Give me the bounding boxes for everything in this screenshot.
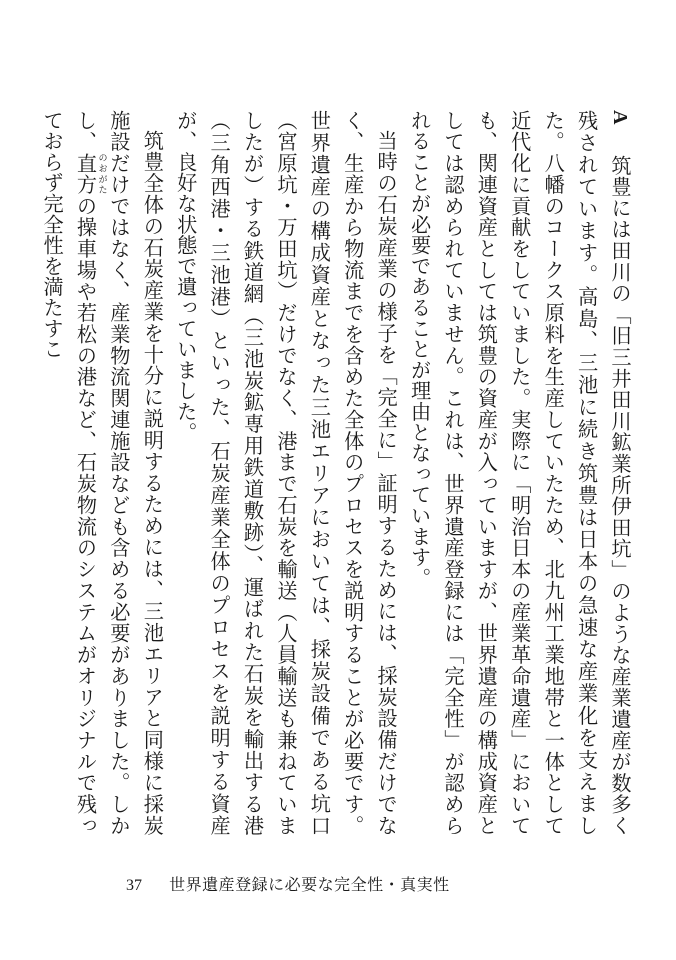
running-title: 世界遺産登録に必要な完全性・真実性 (169, 875, 450, 894)
paragraph-1 (402, 110, 636, 836)
ruby-base: 直方 (73, 152, 98, 196)
paragraph-3 (36, 110, 168, 836)
paragraph-2-text: 当時の石炭産業の様子を「完全に」証明するためには、採炭設備だけでなく、生産から物流までを含めた全体のプロセスを説明することが必要です。世界遺産の構成資産となった三池エリアにおいては、採炭設備である坑口（宮原坑・万田坑）だけでなく、港まで石炭を輸送（人員輸送も兼ねていましたが）する鉄道網（三池炭鉱専用鉄道敷跡）、運ばれた石炭を輸出する港（三角西港・三池港）といった、石炭産業全体のプロセスを説明する資産が、良好な状態で遺っていました。 (173, 110, 399, 836)
page-footer (126, 872, 450, 895)
ruby-reading: のおがた (96, 152, 107, 195)
page-number: 37 (126, 877, 142, 894)
paragraph-1-text: 筑豊には田川の「旧三井田川鉱業所伊田坑」のような産業遺産が数多く残されています。高島、三池に続き筑豊は日本の急速な産業化を支えました。八幡のコークス原料を生産していたため、北九州工業地帯と一体として近代化に貢献をしていました。実際に「明治日本の産業革命遺産」においても、関連資産としては筑豊の資産が入っていますが、世界遺産の構成資産としては認められていません。これは、世界遺産登録には「完全性」が認められることが必要であることが理由となっています。 (407, 110, 632, 836)
vertical-text-body (36, 110, 636, 836)
paragraph-2 (168, 110, 402, 836)
ruby-nogata (73, 152, 107, 196)
paragraph-3-text-b: の操車場や若松の港など、石炭物流のシステムがオリジナルで残っておらず完全性を満たすこ (40, 110, 98, 836)
paragraph-3-text-a: 筑豊全体の石炭産業を十分に説明するためには、三池エリアと同様に採炭施設だけではなく、産業物流関連施設なども含める必要がありました。しかし、 (73, 110, 165, 836)
answer-mark: A (609, 110, 631, 126)
